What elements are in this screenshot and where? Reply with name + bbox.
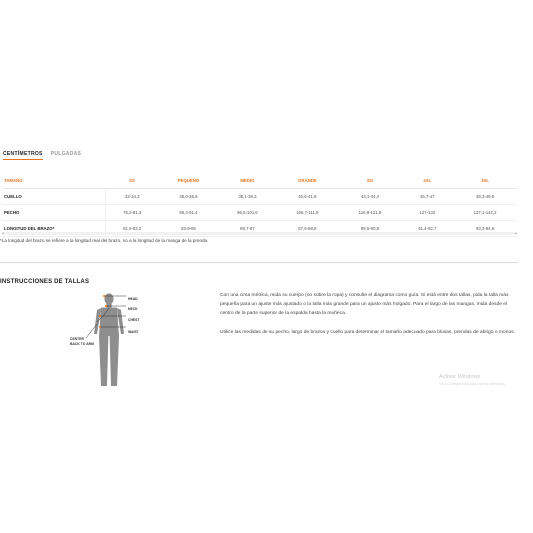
column-header: SG <box>338 172 401 189</box>
column-header: MEDIO <box>219 172 277 189</box>
section-divider <box>0 262 518 263</box>
horizontal-scrollbar[interactable] <box>2 232 517 235</box>
table-cell: 38,1-39,3 <box>219 189 277 205</box>
table-cell: 81,9-83,2 <box>106 221 159 237</box>
chest-label: CHEST <box>128 318 140 322</box>
windows-activation-watermark: Activar Windows <box>439 374 481 380</box>
windows-activation-subtext: Ve a Configuración para activar Windows. <box>439 382 506 386</box>
table-cell: 35,6-36,8 <box>158 189 218 205</box>
table-cell: 93,3-94,6 <box>453 221 517 237</box>
arm-length-footnote: *La longitud del brazo se refiere a la longitud real del brazo, no a la longitud de la manga de la prenda. <box>0 238 209 243</box>
instructions-paragraph-2: Utilice las medidas de su pecho, largo de brazos y cuello para determinar el tamaño adecuado para blusas, prendas de abrigo o monos. <box>220 330 515 335</box>
tab-inches[interactable]: PULGADAS <box>50 151 82 157</box>
table-header-row <box>2 172 517 189</box>
scroll-left-arrow-icon[interactable]: ◂ <box>2 231 4 235</box>
waist-label: WAIST <box>128 330 139 334</box>
column-header: XS <box>106 172 159 189</box>
table-cell: 48,3-49,5 <box>453 189 517 205</box>
row-label: CUELLO <box>2 189 106 205</box>
row-label: PECHO <box>2 205 106 221</box>
column-header: GRANDE <box>276 172 338 189</box>
table-cell: 116,8-121,9 <box>338 205 401 221</box>
unit-tabs <box>3 150 81 160</box>
table-row <box>2 205 517 221</box>
column-header: TAMAÑO <box>2 172 106 189</box>
table-cell: 33-34,3 <box>106 189 159 205</box>
table-cell: 137,1-142,2 <box>453 205 517 221</box>
instructions-paragraph-1: Con una cinta métrica, mida su cuerpo (no sobre la ropa) y consulte el diagrama como guía. Si está entre dos tallas, pida la talla más pequeña para un ajuste más ajustado o la talla más grande para un ajuste más holgado. Para el largo de las mangas, mida desde el centro de la parte superior de la espalda hasta la muñeca. <box>220 293 509 316</box>
table-cell: 76,2-81,3 <box>106 205 159 221</box>
column-header: 3XL <box>453 172 517 189</box>
table-cell: 87,6-88,9 <box>276 221 338 237</box>
table-row <box>2 189 517 205</box>
tab-centimeters[interactable]: CENTÍMETROS <box>3 150 43 160</box>
scroll-right-arrow-icon[interactable]: ▸ <box>515 231 517 235</box>
table-cell: 86,4-91,4 <box>158 205 218 221</box>
table-cell: 106,7-111,8 <box>276 205 338 221</box>
head-label: HEAD <box>128 296 138 301</box>
table-cell: 85,7-87 <box>219 221 277 237</box>
measurement-figure <box>60 292 180 392</box>
table-cell: 89,5-90,8 <box>338 221 401 237</box>
column-header: 2XL <box>401 172 453 189</box>
neck-label: NECK <box>128 307 138 311</box>
table-cell: 91,4-92,7 <box>401 221 453 237</box>
table-cell: 127-132 <box>401 205 453 221</box>
section-title: INSTRUCCIONES DE TALLAS <box>0 279 90 285</box>
table-cell: 83-9-85 <box>158 221 218 237</box>
back-to-arm-label: BACK TO ARM <box>70 341 94 346</box>
table-cell: 43,1-44,4 <box>338 189 401 205</box>
size-table <box>2 172 517 237</box>
table-cell: 45,7-47 <box>401 189 453 205</box>
row-label: LONGITUD DEL BRAZO* <box>2 221 106 237</box>
column-header: PEQUEÑO <box>158 172 218 189</box>
center-label: CENTER <box>70 337 84 341</box>
table-cell: 40,6-41,9 <box>276 189 338 205</box>
table-cell: 96,5-101,6 <box>219 205 277 221</box>
